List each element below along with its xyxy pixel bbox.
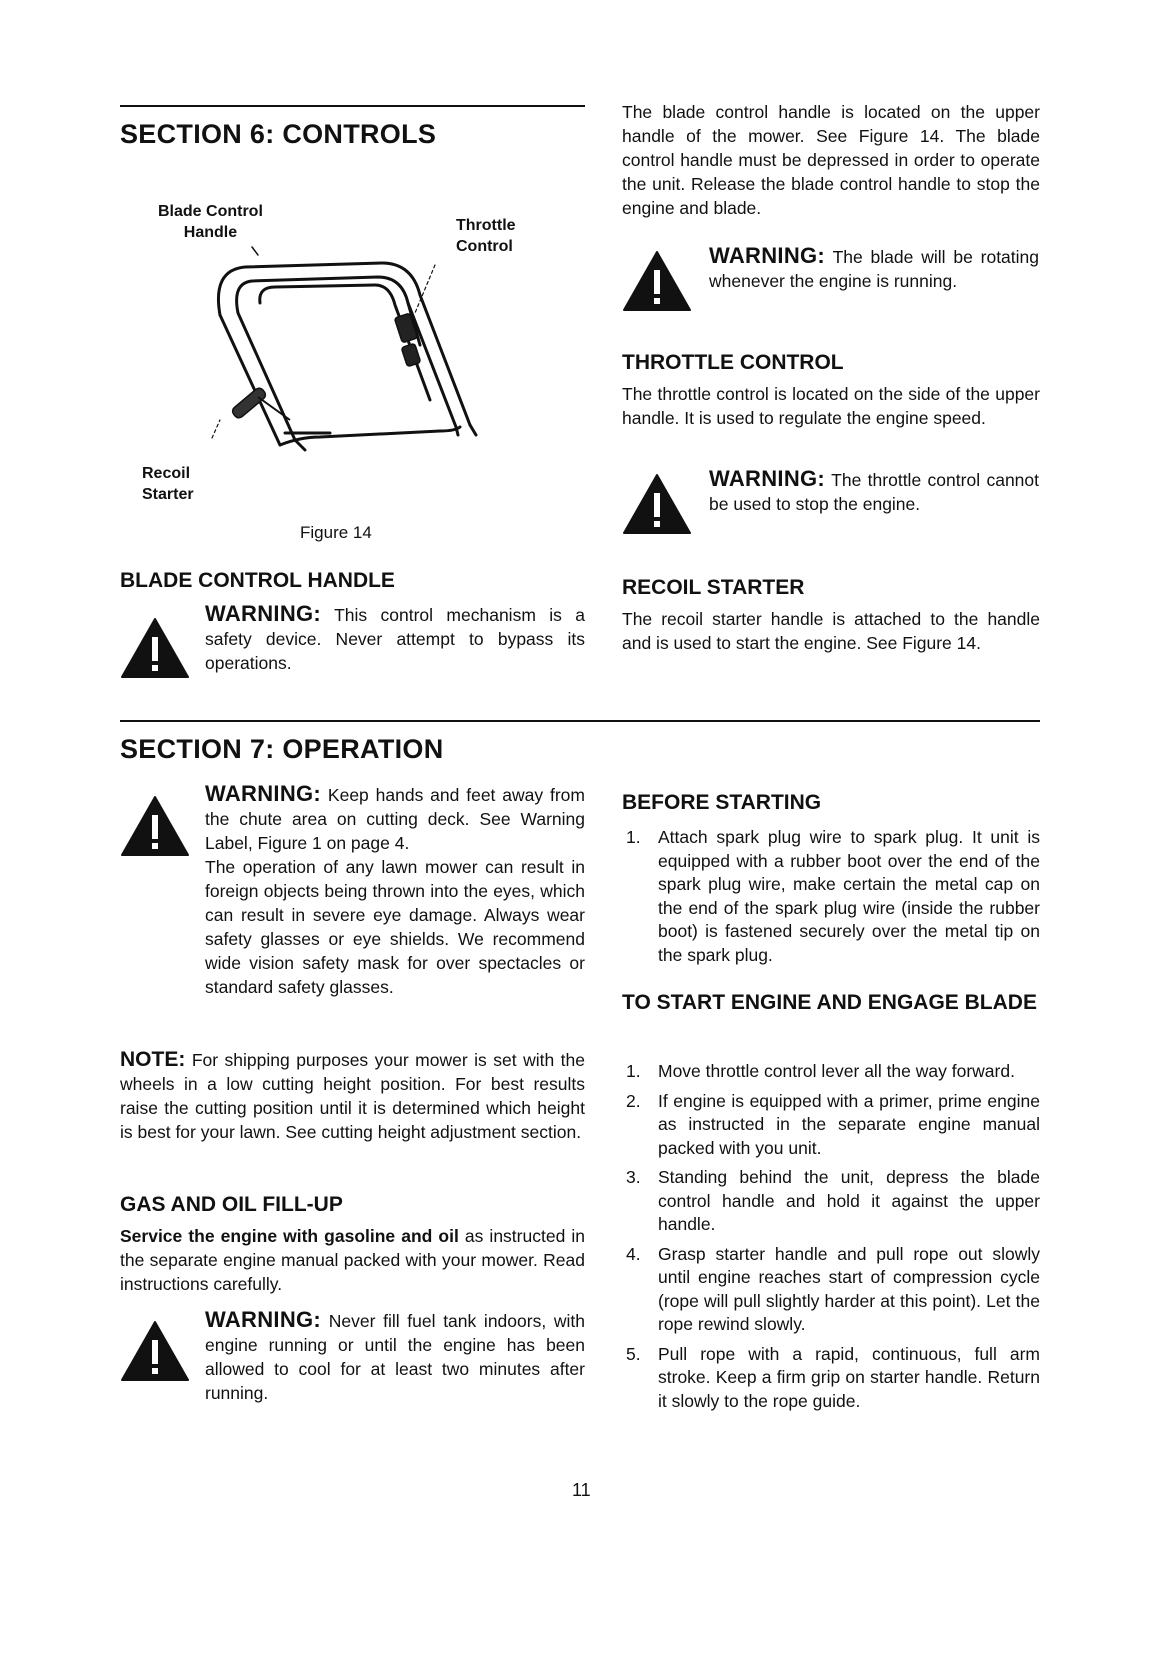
step-number: 2.: [626, 1090, 641, 1111]
figure-label-throttle-control: Throttle Control: [456, 217, 516, 255]
step-text: Attach spark plug wire to spark plug. It unit is equipped with a rubber boot over the end of the spark plug wire, make certain the metal cap on the end of the spark plug wire (inside the rubber boot) is fastened securely over the metal tip on the spark plug.: [658, 827, 1040, 965]
step-number: 5.: [626, 1343, 641, 1364]
step-text: Pull rope with a rapid, continuous, full arm stroke. Keep a firm grip on starter handle. Return it slowly to the rope guide.: [658, 1343, 1040, 1411]
recoil-starter-heading: RECOIL STARTER: [622, 576, 805, 599]
warning-label: WARNING:: [709, 243, 826, 268]
figure-label-recoil-starter: Recoil Starter: [142, 465, 194, 503]
warning-triangle-icon: [622, 473, 692, 535]
list-item: [622, 1166, 1040, 1237]
warning-triangle-icon: [120, 795, 190, 857]
warning-text: The blade will be rotating whenever the engine is running.: [709, 247, 1039, 291]
figure-caption: Figure 14: [300, 523, 372, 542]
warning-label: WARNING:: [709, 466, 826, 491]
before-starting-steps: [622, 826, 1040, 973]
note-label: NOTE:: [120, 1048, 186, 1071]
section7-top-rule: [120, 720, 1040, 722]
step-number: 3.: [626, 1167, 641, 1187]
blade-rotating-warning: [709, 244, 1039, 293]
warning-text-continued: The operation of any lawn mower can result in foreign objects being thrown into the eyes, which can result in severe eye damage. Always wear safety glasses or eye shields. We recommend wide vision safety mask for over spectacles or standard safety glasses.: [205, 857, 585, 997]
warning-text: The throttle control cannot be used to stop the engine.: [709, 470, 1040, 514]
warning-label: WARNING:: [205, 1307, 322, 1332]
list-item: [622, 1060, 1040, 1084]
warning-text: This control mechanism is a safety device. Never attempt to bypass its operations.: [205, 605, 585, 673]
step-text: Move throttle control lever all the way forward.: [658, 1061, 1015, 1081]
recoil-starter-text: The recoil starter handle is attached to the handle and is used to start the engine. See Figure 14.: [622, 609, 1040, 653]
warning-label: WARNING:: [205, 781, 322, 806]
section7-title: SECTION 7: OPERATION: [120, 734, 444, 764]
start-engine-steps: [622, 1060, 1040, 1419]
warning-triangle-icon: [120, 617, 190, 679]
throttle-control-text: The throttle control is located on the side of the upper handle. It is used to regulate the engine speed.: [622, 384, 1040, 428]
note-text: For shipping purposes your mower is set with the wheels in a low cutting height position. For best results raise the cutting position until it is determined which height is best for your lawn. See cutting height adjustment section.: [120, 1050, 585, 1142]
shipping-note: [120, 1048, 585, 1144]
fuel-warning: [205, 1308, 585, 1405]
step-text: If engine is equipped with a primer, prime engine as instructed in the separate engine manual packed with you unit.: [658, 1090, 1040, 1158]
operation-warning: [205, 782, 585, 999]
before-starting-heading: BEFORE STARTING: [622, 791, 822, 814]
section6-top-rule: [120, 105, 585, 107]
gas-oil-text: [120, 1224, 585, 1296]
mower-handle-illustration: [120, 195, 580, 495]
warning-text: Keep hands and feet away from the chute area on cutting deck. See Warning Label, Figure 1 on page 4.: [205, 785, 585, 853]
warning-triangle-icon: [120, 1320, 190, 1382]
blade-control-intro-text: The blade control handle is located on the upper handle of the mower. See Figure 14. The blade control handle must be depressed in order to operate the unit. Release the blade control handle to stop the engine and blade.: [622, 102, 1040, 218]
figure-label-blade-control-handle: Blade Control Handle: [158, 203, 263, 241]
warning-text: Never fill fuel tank indoors, with engine running or until the engine has been allowed to cool for at least two minutes after running.: [205, 1311, 585, 1403]
list-item: [622, 1090, 1040, 1161]
blade-control-handle-heading: BLADE CONTROL HANDLE: [120, 569, 395, 592]
step-text: Standing behind the unit, depress the blade control handle and hold it against the upper handle.: [658, 1167, 1040, 1234]
step-number: 4.: [626, 1243, 641, 1264]
list-item: [622, 1243, 1040, 1337]
step-text: Grasp starter handle and pull rope out slowly until engine reaches start of compression cycle (rope will pull slightly harder at this point). Let the rope rewind slowly.: [658, 1243, 1040, 1334]
list-item: [622, 826, 1040, 967]
step-number: 1.: [626, 1061, 641, 1081]
page-number: 11: [572, 1480, 591, 1500]
warning-label: WARNING:: [205, 601, 322, 626]
start-engine-heading: TO START ENGINE AND ENGAGE BLADE: [622, 991, 1037, 1014]
warning-triangle-icon: [622, 250, 692, 312]
gas-oil-heading: GAS AND OIL FILL-UP: [120, 1193, 343, 1216]
blade-control-warning: [205, 602, 585, 675]
step-number: 1.: [626, 827, 641, 847]
throttle-warning: [709, 467, 1039, 516]
gas-oil-body: as instructed in the separate engine manual packed with your mower. Read instructions carefully.: [120, 1226, 585, 1294]
figure-14: [120, 195, 580, 575]
list-item: [622, 1343, 1040, 1414]
throttle-control-heading: THROTTLE CONTROL: [622, 351, 844, 374]
gas-oil-lead: Service the engine with gasoline and oil: [120, 1226, 459, 1246]
section6-title: SECTION 6: CONTROLS: [120, 119, 437, 149]
